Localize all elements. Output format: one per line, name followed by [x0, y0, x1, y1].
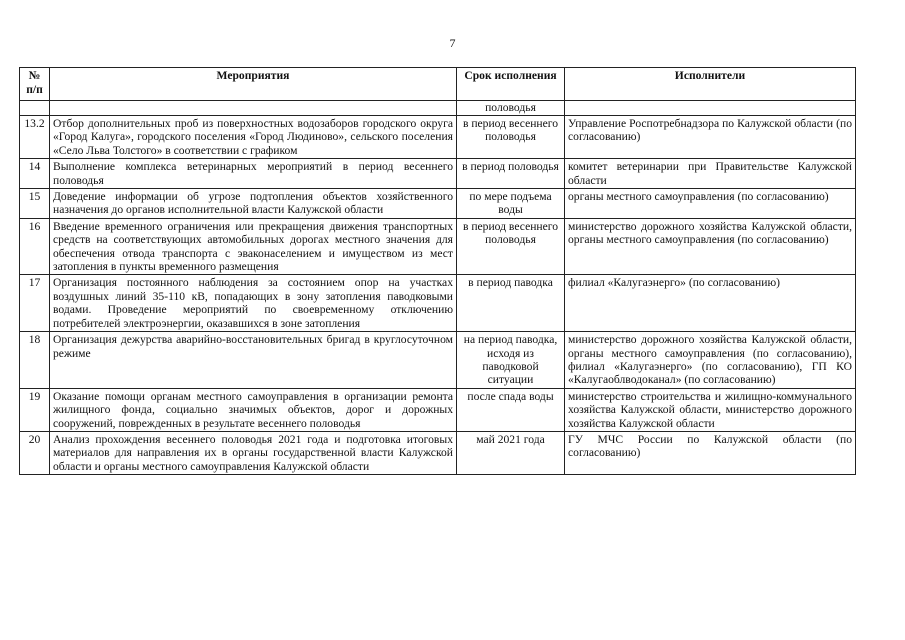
cell-action: Отбор дополнительных проб из поверхностных водозаборов городского округа «Город Калуга», городского поселения «Город Людиново», сельского поселения «Село Льва Толстого» в соответствии с графиком [50, 116, 457, 159]
cell-num: 13.2 [20, 116, 50, 159]
cell-term: половодья [457, 101, 565, 116]
cell-action: Введение временного ограничения или прекращения движения транспортных средств на соответствующих автомобильных дорогах местного значения для обеспечения отвода транспорта с эваконаселением и имуществом из мест затопления в пункты временного размещения [50, 218, 457, 275]
continuation-row [20, 101, 856, 116]
cell-term: в период половодья [457, 159, 565, 189]
cell-num: 19 [20, 388, 50, 431]
cell-executor: министерство дорожного хозяйства Калужской области, органы местного самоуправления (по согласованию), филиал «Калугаэнерго» (по согласованию), ГП КО «Калугаоблводоканал» (по согласованию) [565, 332, 856, 389]
cell-action: Анализ прохождения весеннего половодья 2021 года и подготовка итоговых материалов для направления их в органы государственной власти Калужской области и органы местного самоуправления Калужской области [50, 431, 457, 474]
cell-executor: органы местного самоуправления (по согласованию) [565, 189, 856, 219]
table-row [20, 159, 856, 189]
cell-executor: ГУ МЧС России по Калужской области (по согласованию) [565, 431, 856, 474]
cell-num: 18 [20, 332, 50, 389]
cell-num: 16 [20, 218, 50, 275]
cell-term: в период весеннего половодья [457, 116, 565, 159]
cell-action: Организация постоянного наблюдения за состоянием опор на участках воздушных линий 35-110 кВ, попадающих в зону затопления паводковыми водами. Проведение мероприятий по своевременному отключению потребителей электроэнергии, оказавшихся в зоне затопления [50, 275, 457, 332]
table-row [20, 189, 856, 219]
table-row [20, 275, 856, 332]
table-row [20, 388, 856, 431]
cell-executor [565, 101, 856, 116]
header-num: № п/п [20, 68, 50, 101]
header-action: Мероприятия [50, 68, 457, 101]
cell-num: 15 [20, 189, 50, 219]
cell-num: 14 [20, 159, 50, 189]
cell-executor: комитет ветеринарии при Правительстве Калужской области [565, 159, 856, 189]
cell-action: Оказание помощи органам местного самоуправления в организации ремонта жилищного фонда, социально значимых объектов, дорог и дорожных сооружений, поврежденных в результате весеннего половодья [50, 388, 457, 431]
page-number: 7 [449, 36, 456, 50]
header-term: Срок исполнения [457, 68, 565, 101]
cell-action: Организация дежурства аварийно-восстановительных бригад в круглосуточном режиме [50, 332, 457, 389]
cell-action [50, 101, 457, 116]
cell-term: в период паводка [457, 275, 565, 332]
cell-executor: филиал «Калугаэнерго» (по согласованию) [565, 275, 856, 332]
cell-term: по мере подъема воды [457, 189, 565, 219]
cell-executor: министерство дорожного хозяйства Калужской области, органы местного самоуправления (по согласованию) [565, 218, 856, 275]
header-executor: Исполнители [565, 68, 856, 101]
cell-num [20, 101, 50, 116]
cell-num: 17 [20, 275, 50, 332]
cell-term: на период паводка, исходя из паводковой ситуации [457, 332, 565, 389]
table-row [20, 332, 856, 389]
table-row [20, 116, 856, 159]
cell-action: Выполнение комплекса ветеринарных мероприятий в период весеннего половодья [50, 159, 457, 189]
cell-term: май 2021 года [457, 431, 565, 474]
table-header-row [20, 68, 856, 101]
cell-executor: министерство строительства и жилищно-коммунального хозяйства Калужской области, министерство дорожного хозяйства Калужской области [565, 388, 856, 431]
measures-table [19, 67, 856, 475]
cell-term: после спада воды [457, 388, 565, 431]
table-row [20, 218, 856, 275]
cell-action: Доведение информации об угрозе подтопления объектов хозяйственного назначения до органов исполнительной власти Калужской области [50, 189, 457, 219]
table-row [20, 431, 856, 474]
cell-num: 20 [20, 431, 50, 474]
cell-executor: Управление Роспотребнадзора по Калужской области (по согласованию) [565, 116, 856, 159]
cell-term: в период весеннего половодья [457, 218, 565, 275]
